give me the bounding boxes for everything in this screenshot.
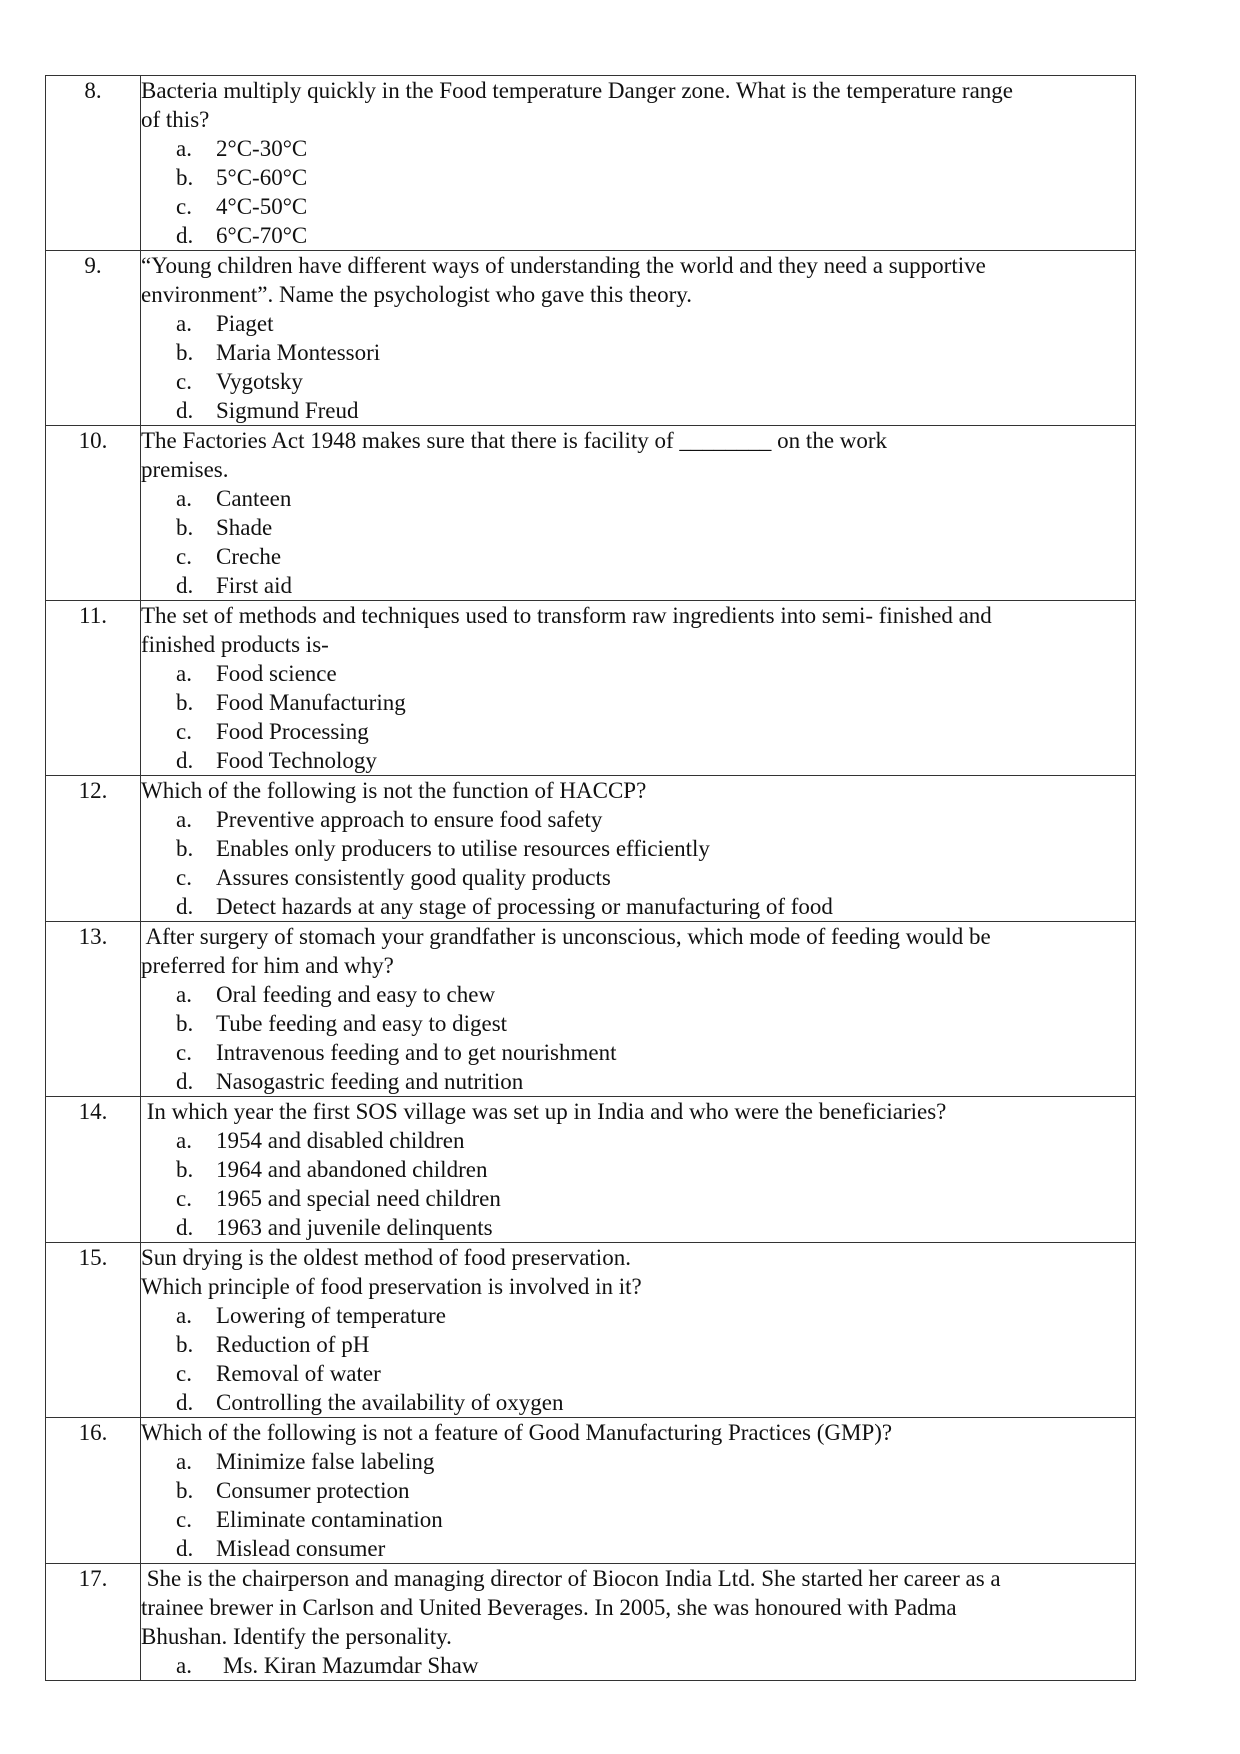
option-item	[141, 396, 1135, 425]
option-item	[141, 863, 1135, 892]
option-letter: c.	[176, 544, 192, 569]
question-text-line: After surgery of stomach your grandfather is unconscious, which mode of feeding would be	[141, 924, 991, 949]
option-letter: d.	[176, 1215, 194, 1240]
option-letter: c.	[176, 1361, 192, 1386]
question-cell	[141, 1564, 1136, 1681]
options-list	[141, 980, 1135, 1096]
question-row	[46, 251, 1136, 426]
option-item	[141, 1009, 1135, 1038]
question-cell	[141, 776, 1136, 922]
option-letter: b.	[176, 1332, 194, 1357]
option-text: Vygotsky	[216, 369, 303, 394]
option-text: Controlling the availability of oxygen	[216, 1390, 564, 1415]
option-letter: a.	[176, 661, 192, 686]
options-list	[141, 309, 1135, 425]
question-number: 15.	[46, 1243, 141, 1418]
option-text: Reduction of pH	[216, 1332, 370, 1357]
option-letter: b.	[176, 1478, 194, 1503]
option-text: Nasogastric feeding and nutrition	[216, 1069, 524, 1094]
option-text: Detect hazards at any stage of processing or manufacturing of food	[216, 894, 833, 919]
option-item	[141, 542, 1135, 571]
option-item	[141, 980, 1135, 1009]
question-row	[46, 776, 1136, 922]
question-number: 10.	[46, 426, 141, 601]
option-text: Canteen	[216, 486, 292, 511]
question-text-line: premises.	[141, 457, 229, 482]
option-text: 1954 and disabled children	[216, 1128, 465, 1153]
option-item	[141, 134, 1135, 163]
question-text-line: preferred for him and why?	[141, 953, 394, 978]
question-text-line: finished products is-	[141, 632, 329, 657]
option-letter: c.	[176, 1507, 192, 1532]
option-item	[141, 834, 1135, 863]
option-letter: b.	[176, 690, 194, 715]
question-row	[46, 1243, 1136, 1418]
question-row	[46, 601, 1136, 776]
option-item	[141, 309, 1135, 338]
option-letter: c.	[176, 194, 192, 219]
option-item	[141, 1505, 1135, 1534]
option-item	[141, 1155, 1135, 1184]
question-row	[46, 1097, 1136, 1243]
option-item	[141, 688, 1135, 717]
question-number: 13.	[46, 922, 141, 1097]
option-letter: b.	[176, 165, 194, 190]
option-item	[141, 717, 1135, 746]
question-row	[46, 922, 1136, 1097]
options-list	[141, 1301, 1135, 1417]
option-text: 2°C-30°C	[216, 136, 308, 161]
option-letter: c.	[176, 719, 192, 744]
option-item	[141, 1038, 1135, 1067]
option-letter: c.	[176, 865, 192, 890]
option-text: First aid	[216, 573, 293, 598]
options-list	[141, 659, 1135, 775]
question-text-line: Sun drying is the oldest method of food preservation.	[141, 1245, 631, 1270]
option-item	[141, 163, 1135, 192]
option-letter: b.	[176, 515, 194, 540]
option-text: 6°C-70°C	[216, 223, 308, 248]
option-item	[141, 1301, 1135, 1330]
option-item	[141, 1476, 1135, 1505]
option-text: Food science	[216, 661, 337, 686]
option-text: Consumer protection	[216, 1478, 410, 1503]
question-cell	[141, 922, 1136, 1097]
question-cell	[141, 1097, 1136, 1243]
option-item	[141, 1359, 1135, 1388]
question-text-line: The set of methods and techniques used to transform raw ingredients into semi- finished and	[141, 603, 992, 628]
question-number: 17.	[46, 1564, 141, 1681]
question-number: 16.	[46, 1418, 141, 1564]
option-text: Food Technology	[216, 748, 377, 773]
option-item	[141, 1126, 1135, 1155]
option-text: Maria Montessori	[216, 340, 381, 365]
option-item	[141, 1651, 1135, 1680]
option-letter: b.	[176, 1157, 194, 1182]
option-text: 1965 and special need children	[216, 1186, 501, 1211]
question-row	[46, 1564, 1136, 1681]
option-text: Tube feeding and easy to digest	[216, 1011, 508, 1036]
question-table-body	[46, 76, 1136, 1681]
option-text: Mislead consumer	[216, 1536, 386, 1561]
option-letter: d.	[176, 748, 194, 773]
option-letter: a.	[176, 1128, 192, 1153]
option-letter: a.	[176, 1449, 192, 1474]
option-text: 1964 and abandoned children	[216, 1157, 488, 1182]
option-letter: a.	[176, 486, 192, 511]
option-letter: a.	[176, 982, 192, 1007]
option-item	[141, 1388, 1135, 1417]
option-text: Removal of water	[216, 1361, 381, 1386]
question-text-line: In which year the first SOS village was set up in India and who were the beneficiaries?	[141, 1099, 947, 1124]
option-text: 4°C-50°C	[216, 194, 308, 219]
option-letter: c.	[176, 1186, 192, 1211]
option-text: 5°C-60°C	[216, 165, 308, 190]
options-list	[141, 1447, 1135, 1563]
option-letter: b.	[176, 836, 194, 861]
question-cell	[141, 426, 1136, 601]
option-text: Food Manufacturing	[216, 690, 406, 715]
question-text-line: Bacteria multiply quickly in the Food temperature Danger zone. What is the temperature range	[141, 78, 1013, 103]
option-item	[141, 192, 1135, 221]
option-text: Piaget	[216, 311, 274, 336]
question-text-line: Which principle of food preservation is involved in it?	[141, 1274, 642, 1299]
option-letter: d.	[176, 1390, 194, 1415]
options-list	[141, 1651, 1135, 1680]
option-letter: a.	[176, 311, 192, 336]
question-table	[45, 75, 1136, 1681]
question-text-line: trainee brewer in Carlson and United Beverages. In 2005, she was honoured with Padma	[141, 1595, 957, 1620]
option-text: Assures consistently good quality products	[216, 865, 611, 890]
option-text: Shade	[216, 515, 273, 540]
option-letter: b.	[176, 340, 194, 365]
option-letter: b.	[176, 1011, 194, 1036]
question-row	[46, 1418, 1136, 1564]
option-item	[141, 659, 1135, 688]
option-letter: a.	[176, 136, 192, 161]
option-item	[141, 746, 1135, 775]
option-text: Sigmund Freud	[216, 398, 359, 423]
option-text: 1963 and juvenile delinquents	[216, 1215, 493, 1240]
option-letter: d.	[176, 398, 194, 423]
option-letter: a.	[176, 1303, 192, 1328]
option-letter: d.	[176, 894, 194, 919]
question-cell	[141, 601, 1136, 776]
option-item	[141, 367, 1135, 396]
option-item	[141, 571, 1135, 600]
option-text: Creche	[216, 544, 282, 569]
option-item	[141, 338, 1135, 367]
option-text: Preventive approach to ensure food safety	[216, 807, 603, 832]
question-text-line: Bhushan. Identify the personality.	[141, 1624, 452, 1649]
question-row	[46, 426, 1136, 601]
option-text: Intravenous feeding and to get nourishment	[216, 1040, 617, 1065]
question-text-line: Which of the following is not a feature of Good Manufacturing Practices (GMP)?	[141, 1420, 893, 1445]
option-text: Enables only producers to utilise resources efficiently	[216, 836, 710, 861]
option-letter: d.	[176, 1536, 194, 1561]
options-list	[141, 805, 1135, 921]
option-letter: c.	[176, 369, 192, 394]
question-cell	[141, 1243, 1136, 1418]
option-letter: d.	[176, 1069, 194, 1094]
option-item	[141, 805, 1135, 834]
question-number: 8.	[46, 76, 141, 251]
option-letter: d.	[176, 573, 194, 598]
option-item	[141, 513, 1135, 542]
question-text-line: environment”. Name the psychologist who gave this theory.	[141, 282, 693, 307]
question-cell	[141, 76, 1136, 251]
option-text: Food Processing	[216, 719, 369, 744]
question-cell	[141, 251, 1136, 426]
options-list	[141, 1126, 1135, 1242]
option-letter: a.	[176, 807, 192, 832]
question-text-line: “Young children have different ways of understanding the world and they need a supportive	[141, 253, 986, 278]
option-text: Eliminate contamination	[216, 1507, 443, 1532]
question-text-line: of this?	[141, 107, 210, 132]
option-item	[141, 892, 1135, 921]
option-item	[141, 1447, 1135, 1476]
question-text-line: She is the chairperson and managing director of Biocon India Ltd. She started her career as a	[141, 1566, 1001, 1591]
option-text: Minimize false labeling	[216, 1449, 435, 1474]
question-row	[46, 76, 1136, 251]
option-letter: c.	[176, 1040, 192, 1065]
question-number: 14.	[46, 1097, 141, 1243]
option-item	[141, 1213, 1135, 1242]
question-number: 12.	[46, 776, 141, 922]
question-cell	[141, 1418, 1136, 1564]
option-item	[141, 484, 1135, 513]
question-number: 9.	[46, 251, 141, 426]
option-item	[141, 1330, 1135, 1359]
option-letter: a.	[176, 1653, 192, 1678]
option-item	[141, 1184, 1135, 1213]
option-text: Lowering of temperature	[216, 1303, 446, 1328]
option-text: Ms. Kiran Mazumdar Shaw	[223, 1653, 479, 1678]
question-text-line: Which of the following is not the function of HACCP?	[141, 778, 647, 803]
option-text: Oral feeding and easy to chew	[216, 982, 496, 1007]
options-list	[141, 484, 1135, 600]
option-letter: d.	[176, 223, 194, 248]
option-item	[141, 1534, 1135, 1563]
question-text-line: The Factories Act 1948 makes sure that there is facility of ________ on the work	[141, 428, 888, 453]
option-item	[141, 221, 1135, 250]
question-number: 11.	[46, 601, 141, 776]
option-item	[141, 1067, 1135, 1096]
options-list	[141, 134, 1135, 250]
